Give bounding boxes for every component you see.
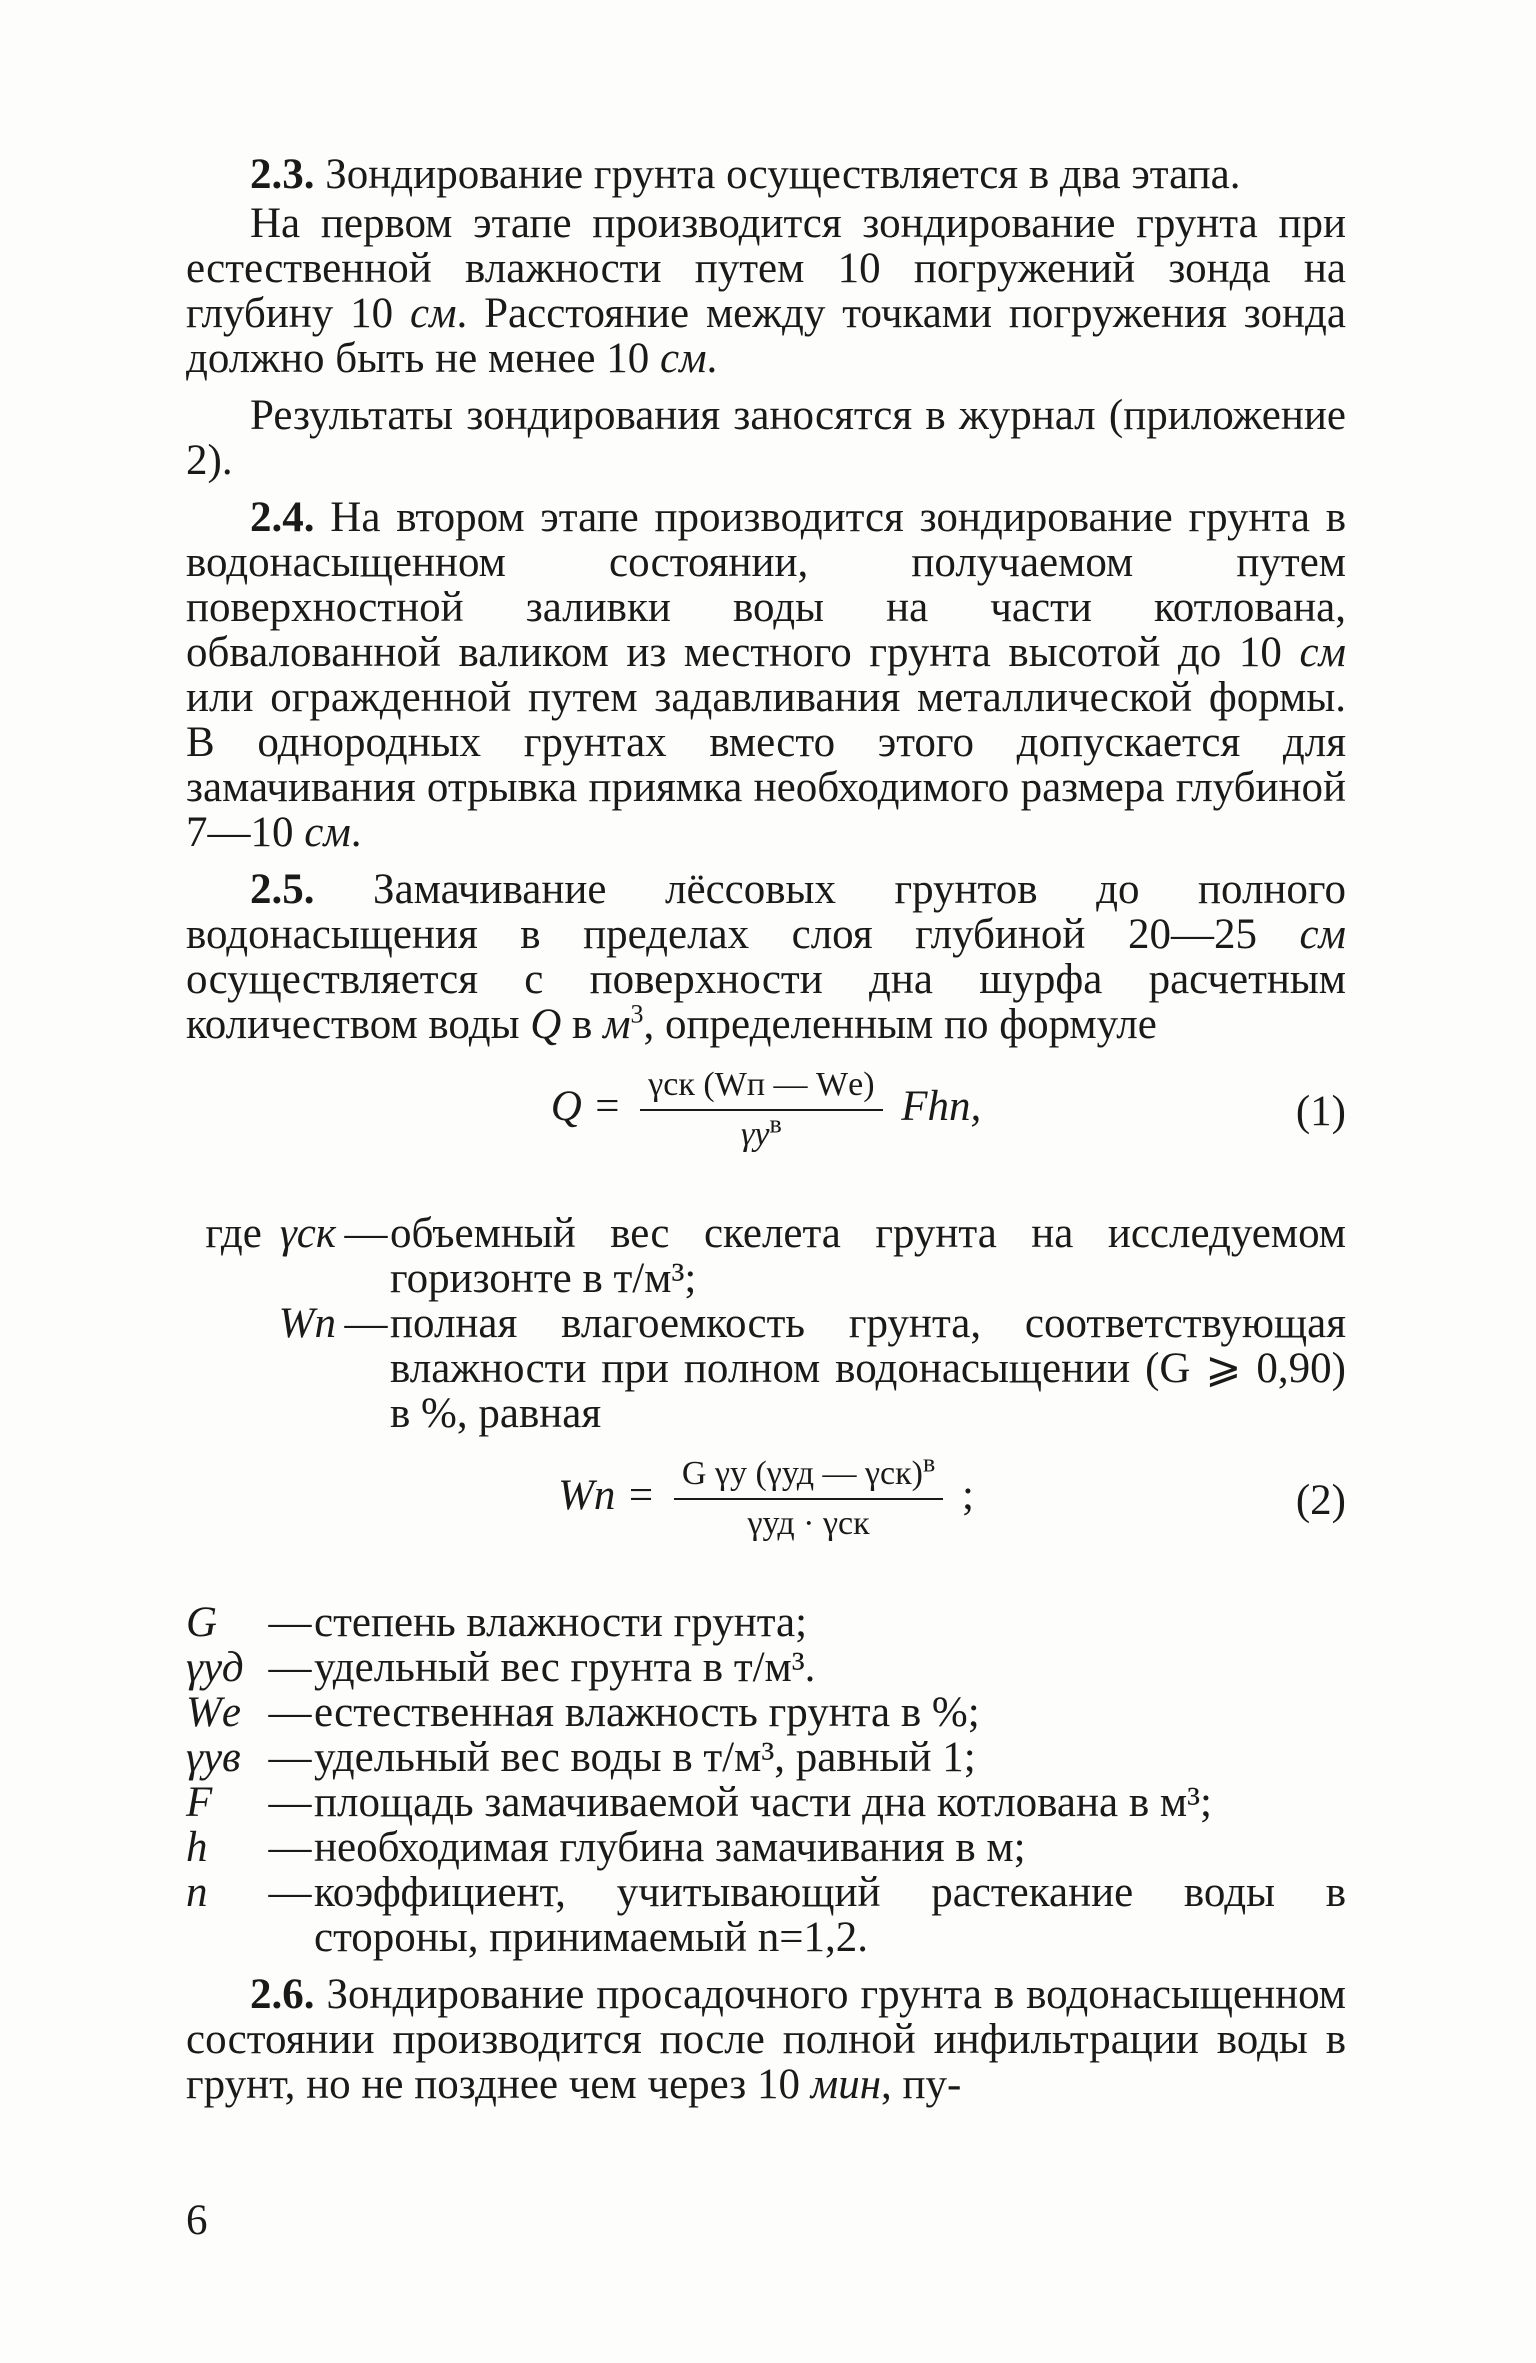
definition-item: Wп — полная влагоемкость грунта, соответствующая влажности при полном водонасыщении (G ⩾ 0,90) в %, равная — [278, 1300, 1346, 1437]
paragraph-2-3-first-stage: На первом этапе производится зондирование грунта при естественной влажности путем 10 погружений зонда на глубину 10 см. Расстояние между точками погружения зонда должно быть не менее 10 см. — [186, 200, 1346, 382]
formula-1: Q = $\frac{\text{γск (Wп — Wе)}}{\gamma у^в}$ Fhn, (1) — [550, 1066, 1346, 1153]
paragraph-results: Результаты зондирования заносятся в журнал (приложение 2). — [186, 392, 1346, 484]
equation-number: (1) — [1295, 1088, 1346, 1135]
legend-item: h — необходимая глубина замачивания в м; — [186, 1824, 1026, 1871]
section-number: 2.5. — [250, 866, 315, 913]
definition-item: где γск — объемный вес скелета грунта на исследуемом горизонте в т/м³; — [205, 1210, 1346, 1302]
paragraph-2-4: 2.4. На втором этапе производится зондирование грунта в водонасыщенном состоянии, получаемом путем поверхностной заливки воды на части котлована, обвалованной валиком из местного грунта высотой до 10 см или огражденной путем задавливания металлической формы. В однородных грунтах вместо этого допускается для замачивания отрывка приямка необходимого размера глубиной 7—10 см. — [186, 494, 1346, 856]
legend-list — [186, 1600, 1346, 1960]
formula-2: Wп = $\frac{G \gamma у (\gamma уд — \gamma ск)^в}{\text{γуд · γск}}$ ; (2) — [558, 1448, 1346, 1542]
legend-item: γуд — удельный вес грунта в т/м³. — [186, 1644, 816, 1691]
definitions-list — [186, 1211, 1346, 1436]
paragraph-2-6: 2.6. Зондирование просадочного грунта в водонасыщенном состоянии производится после полной инфильтрации воды в грунт, но не позднее чем через 10 мин, пу- — [186, 1971, 1346, 2108]
section-number: 2.3. — [250, 151, 315, 198]
equation-number: (2) — [1295, 1477, 1346, 1524]
paragraph-2-3: 2.3. Зондирование грунта осуществляется в два этапа. — [250, 151, 1241, 198]
formula-fraction: $\frac{G \gamma у (\gamma уд — \gamma ск)^в}{\text{γуд · γск}}$ — [674, 1454, 943, 1544]
section-number: 2.6. — [250, 1971, 315, 2018]
legend-item: Wе — естественная влажность грунта в %; — [186, 1689, 980, 1736]
legend-item: F — площадь замачиваемой части дна котлована в м³; — [186, 1779, 1212, 1826]
legend-item: γув — удельный вес воды в т/м³, равный 1; — [186, 1734, 976, 1781]
legend-item: G — степень влажности грунта; — [186, 1599, 808, 1646]
formula-fraction: $\frac{\text{γск (Wп — Wе)}}{\gamma у^в}$ — [640, 1065, 882, 1155]
paragraph-2-5: 2.5. Замачивание лёссовых грунтов до полного водонасыщения в пределах слоя глубиной 20—25 см осуществляется с поверхности дна шурфа расчетным количеством воды Q в $м^3$, определенным по формуле — [186, 866, 1346, 1048]
page-number: 6 — [186, 2197, 208, 2244]
section-number: 2.4. — [250, 494, 315, 541]
legend-item: n — коэффициент, учитывающий растекание воды в стороны, принимаемый n=1,2. — [186, 1869, 1346, 1961]
body-text — [186, 152, 1346, 2119]
